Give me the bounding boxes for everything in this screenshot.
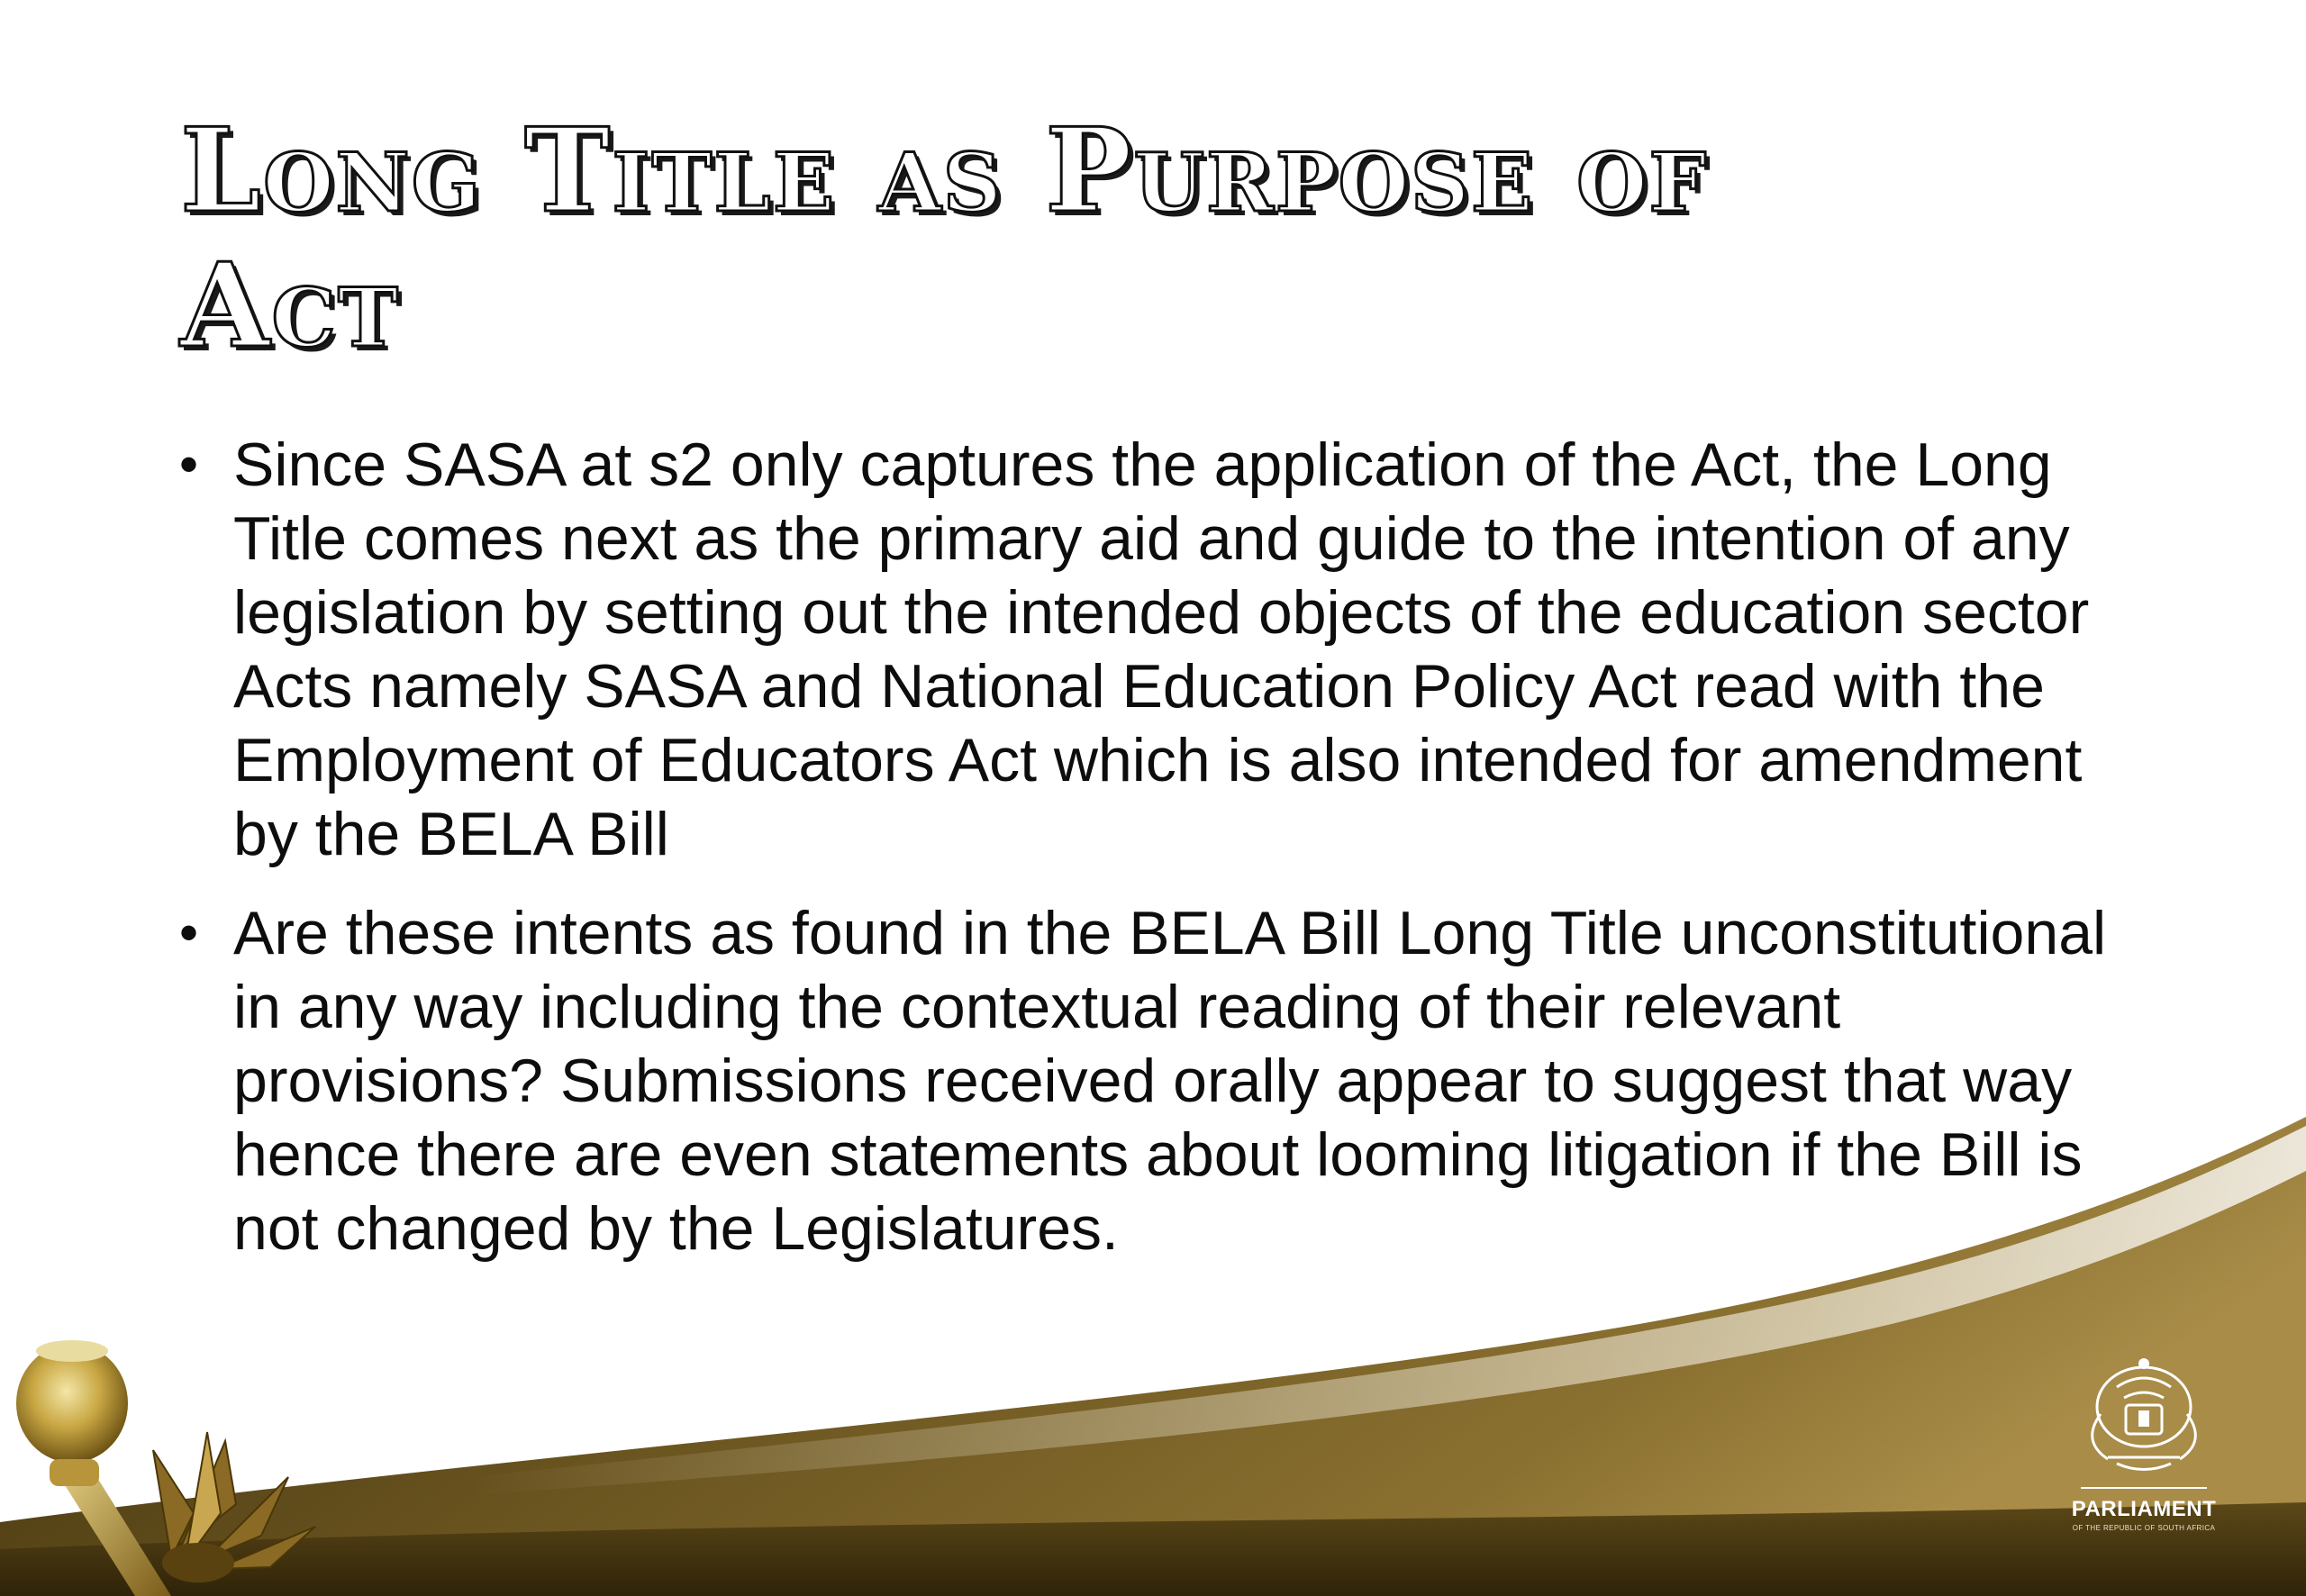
bullet-icon: • <box>179 902 199 963</box>
parliament-subtitle: OF THE REPUBLIC OF SOUTH AFRICA <box>2072 1524 2216 1532</box>
ceremonial-mace-icon <box>0 1333 378 1596</box>
slide-title: Long Title as Purpose of Act <box>180 104 1709 374</box>
bullet-icon: • <box>179 434 199 494</box>
bullet-text: Are these intents as found in the BELA Bill Long Title unconstitutional in any way including the contextual reading of their relevant provisions? Submissions received orally appear to suggest that way hence there are even statements about looming litigation if the Bill is not changed by the Legislatures. <box>233 899 2107 1263</box>
bullet-list <box>176 428 2135 1291</box>
bullet-item <box>176 896 2135 1265</box>
bullet-text: Since SASA at s2 only captures the application of the Act, the Long Title comes next as the primary aid and guide to the intention of any legislation by setting out the intended objects of the education sector Acts namely SASA and National Education Policy Act read with the Employment of Educators Act which is also intended for amendment by the BELA Bill <box>233 431 2090 868</box>
bullet-item <box>176 428 2135 871</box>
parliament-label: PARLIAMENT <box>2071 1497 2217 1521</box>
